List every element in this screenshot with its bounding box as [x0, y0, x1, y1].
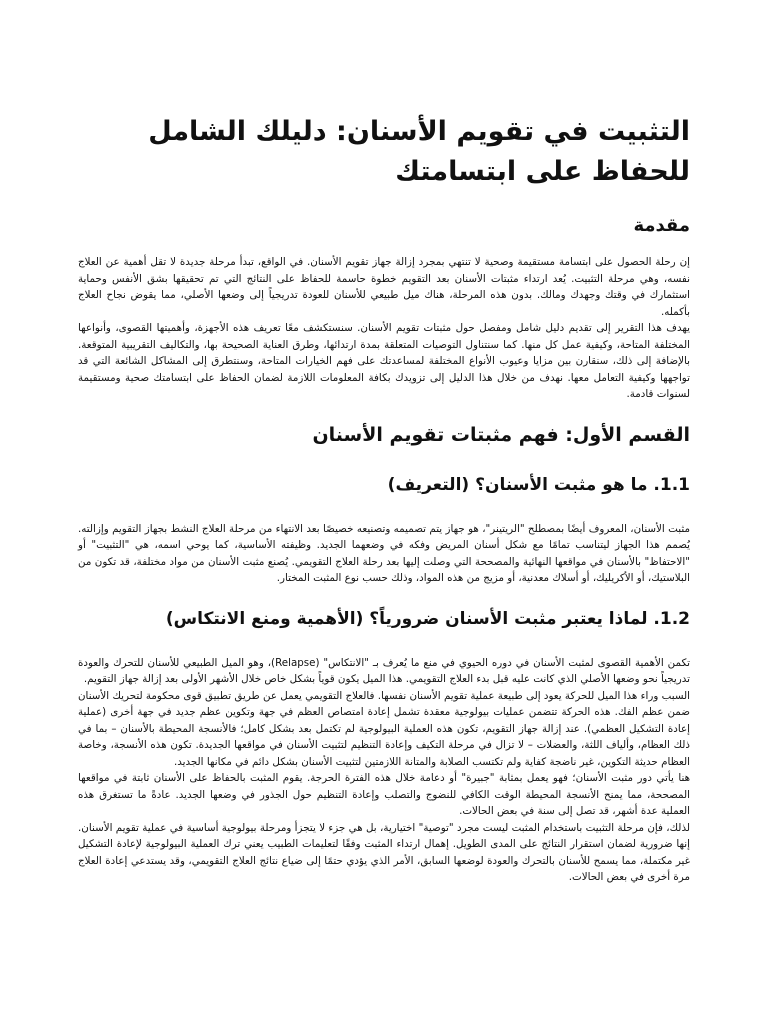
section1-heading: القسم الأول: فهم مثبتات تقويم الأسنان [312, 423, 690, 446]
subsection-1-2-paragraph-2: السبب وراء هذا الميل للحركة يعود إلى طبيعة عملية تقويم الأسنان نفسها. فالعلاج التقويمي يعمل عن طريق تطبيق قوى محكومة لتحريك الأسنان ضمن عظم الفك. هذه الحركة تتضمن عمليات بيولوجية معقدة تشمل إعادة امتصاص العظم في جهة وتكوين عظم جديد في جهة أخرى (عملية إعادة التشكيل العظمي). عند إزالة جهاز التقويم، تكون هذه العملية البيولوجية لم تكتمل بعد بشكل كامل؛ فالأنسجة المحيطة بالأسنان – بما في ذلك العظام، وألياف اللثة، والعضلات – لا تزال في مرحلة التكيف وإعادة التنظيم لتثبيت الأسنان في مواقعها الجديدة. تكون هذه الأنسجة، وخاصة العظام حديثة التكوين، غير ناضجة كفاية ولم تكتسب الصلابة والمتانة اللازمتين لتثبيت الأسنان بشكل دائم في مكانها الجديد. [78, 689, 690, 768]
subsection-1-2-paragraph-4: لذلك، فإن مرحلة التثبيت باستخدام المثبت ليست مجرد "توصية" اختيارية، بل هي جزء لا يتجزأ ومرحلة بيولوجية أساسية في عملية تقويم الأسنان. إنها ضرورية لضمان استقرار النتائج على المدى الطويل. إهمال ارتداء المثبت وفقًا لتعليمات الطبيب يعني ترك العملية البيولوجية لإعادة التشكيل غير مكتملة، مما يسمح للأسنان بالتحرك والعودة لوضعها السابق، الأمر الذي يؤدي حتمًا إلى ضياع نتائج العلاج التقويمي، وقد يستدعي إعادة العلاج مرة أخرى في بعض الحالات. [78, 821, 690, 883]
subsection-1-2-heading: 1.2. لماذا يعتبر مثبت الأسنان ضرورياً؟ (الأهمية ومنع الانتكاس) [165, 608, 690, 629]
subsection-1-1-body [78, 521, 690, 587]
intro-section [78, 254, 690, 403]
document-title: التثبيت في تقويم الأسنان: دليلك الشامل للحفاظ على ابتسامتك [148, 116, 690, 187]
subsection-1-2-paragraph-3: هنا يأتي دور مثبت الأسنان؛ فهو يعمل بمثابة "جبيرة" أو دعامة خلال هذه الفترة الحرجة. يقوم المثبت بالحفاظ على الأسنان ثابتة في مواقعها المصححة، مما يمنح الأنسجة المحيطة الوقت الكافي للنضوج والتصلب وإعادة التنظيم حول الجذور في وضعها الجديد. عادةً ما تستغرق هذه العملية عدة أشهر، قد تصل إلى سنة في بعض الحالات. [78, 772, 690, 817]
subsection-1-2-body [78, 655, 690, 886]
subsection-1-1-paragraph: مثبت الأسنان، المعروف أيضًا بمصطلح "الريتينر"، هو جهاز يتم تصميمه وتصنيعه خصيصًا بعد الانتهاء من مرحلة العلاج النشط بجهاز التقويم وإزالته. يُصمم هذا الجهاز ليتناسب تمامًا مع شكل أسنان المريض وفكه في وضعهما الجديد. وظيفته الأساسية، كما يوحي اسمه، هي "التثبيت" أو "الاحتفاظ" بالأسنان في مواقعها النهائية والمصححة التي وصلت إليها بعد رحلة العلاج التقويمي. يُصنع مثبت الأسنان من مواد مختلفة، قد تكون من البلاستيك، أو الأكريليك، أو أسلاك معدنية، أو مزيج من هذه المواد، وذلك حسب نوع المثبت المختار. [78, 522, 690, 584]
subsection-1-2-paragraph-1: تكمن الأهمية القصوى لمثبت الأسنان في دوره الحيوي في منع ما يُعرف بـ "الانتكاس" (Relapse)، وهو الميل الطبيعي للأسنان للتحرك والعودة تدريجياً نحو وضعها الأصلي الذي كانت عليه قبل بدء العلاج التقويمي. هذا الميل يكون قوياً بشكل خاص خلال الأشهر الأولى بعد إزالة جهاز التقويم. [78, 656, 691, 685]
subsection-1-1-heading: 1.1. ما هو مثبت الأسنان؟ (التعريف) [387, 474, 690, 495]
intro-heading: مقدمة [633, 215, 690, 236]
intro-paragraph-2: يهدف هذا التقرير إلى تقديم دليل شامل ومفصل حول مثبتات تقويم الأسنان. سنستكشف معًا تعريف هذه الأجهزة، وأهميتها القصوى، وأنواعها المختلفة المتاحة، وكيفية عمل كل منها. كما سنتناول التوصيات المتعلقة بمدة ارتدائها، وطرق العناية الصحيحة بها، والتكاليف التقريبية المتوقعة. بالإضافة إلى ذلك، سنقارن بين مزايا وعيوب الأنواع المختلفة لمساعدتك على فهم الخيارات المتاحة، وسنتطرق إلى المشاكل الشائعة التي قد تواجهها وكيفية التعامل معها. نهدف من خلال هذا الدليل إلى تزويدك بكافة المعلومات اللازمة لضمان الحفاظ على ابتسامتك صحية ومستقيمة لسنوات قادمة. [78, 322, 690, 400]
intro-paragraph-1: إن رحلة الحصول على ابتسامة مستقيمة وصحية لا تنتهي بمجرد إزالة جهاز تقويم الأسنان. في الواقع، تبدأ مرحلة جديدة لا تقل أهمية عن العلاج نفسه، وهي مرحلة التثبيت. يُعد ارتداء مثبتات الأسنان بعد التقويم خطوة حاسمة للحفاظ على النتائج التي تم تحقيقها بشق الأنفس وحماية استثمارك في وقتك وجهدك ومالك. بدون هذه المرحلة، هناك ميل طبيعي للأسنان للعودة تدريجياً إلى وضعها الأصلي، مما يقوض نجاح العلاج بأكمله. [78, 256, 690, 318]
